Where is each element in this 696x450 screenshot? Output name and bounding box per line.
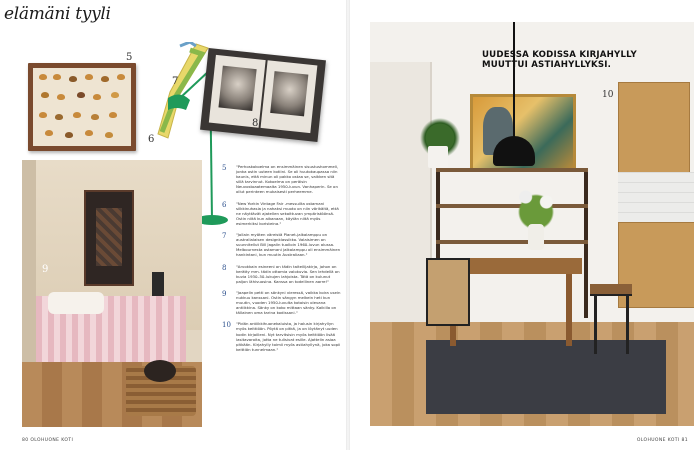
portrait-photo [270,71,308,116]
doorway-arch [370,62,432,322]
butterfly-specimen [55,114,63,120]
photo-album-image [200,48,326,142]
butterfly-specimen [39,112,47,118]
caption-text: "Arvokkain esineeni on tädin taiteilijakirja, johon on kerätty mm. tädin ottamia valokuvia. Sen lehdellä on kuvia 1930–50-lukujen lahjoista. Tätä on kulunut paljon lähivuosina. Kanssa on todellinen aarre!" [236,263,340,284]
floor-rug [426,340,666,414]
butterfly-specimen [101,76,109,82]
butterfly-specimen [93,94,101,100]
butterfly-specimen [109,112,117,118]
page-gutter [346,0,350,450]
butterfly-specimen [65,132,73,138]
bookshelf-shelf [436,240,588,244]
album-page-right [261,60,318,133]
figure-number-5: 5 [126,52,133,63]
caption-text: "Jollain myöten väreistä Planet-jalkalamppu on australialaisen designklassikko. Valaisimen on suunnitellut Bill Jagalin tuolloin 1960-luvun alussa. Melbournesta ostamani jalkalamppu oli ensimmäinen hankintani, kun muutin Australiaan." [236,232,341,258]
caption-number: 8 [222,263,227,272]
living-room-photo [370,22,694,426]
caption-entry [222,290,342,315]
butterfly-specimen [53,74,61,80]
butterfly-frame-inner [33,68,131,146]
flower-vase [528,224,544,250]
figure-number-6: 6 [148,134,155,145]
caption-text: "Perhoskokoelma on ensimmäinen sisustushommeli, jonka ostin uuteen kotiini. Se oli huutokaupassa niin kaunis, että minun oli pakko ostaa se, vaikken sitä sillä tarvinnut. Kokoelma on peräisin Neuvostoaatemaalta 1950-luvun. Vanhaperin. Se on ollut perinteen mukaisesti perheemme. [236,164,339,195]
page-folio-left: 80 OLOHUONE KOTI [22,438,74,443]
butterfly-specimen [91,114,99,120]
caption-number: 6 [222,200,227,209]
plant-pot [428,146,448,168]
butterfly-specimen [111,92,119,98]
bedroom-photo [22,160,202,427]
figure-number-9: 9 [42,264,49,275]
stool-leg [626,294,629,354]
section-title: elämäni tyyli [4,4,111,24]
caption-number: 5 [222,164,227,172]
chair [426,258,470,326]
desk-leg [566,274,572,346]
right-page [348,0,696,450]
caption-text: "Jaapelin petti on sänkyni vieressä, vaikka koira usein nukkuu kanssani. Ostin sängyn melkein heti kun muutin, vuoden 1950-luvulta kotoisin olevana antiikkina. Sänky on koko mittaan sänky. Kaikilla on tällainen oma tarina kodissani." [236,289,341,316]
wall-tapestry [84,190,134,286]
caption-number: 9 [222,289,227,298]
bedroom-door [22,160,36,380]
dog [144,360,176,382]
pendant-cord [513,22,515,142]
kitchen-upper-cabinet [618,82,690,174]
photo-headline: UUDESSA KODISSA KIRJAHYLLY MUUTTUI ASTIAHYLLYKSI. [482,50,637,70]
caption-number: 7 [222,232,227,241]
butterfly-specimen [57,94,65,100]
butterfly-specimen [117,74,125,80]
caption-number: 10 [222,321,231,330]
bookshelf-shelf [436,168,588,172]
figure-number-8: 8 [252,118,259,129]
butterfly-specimen [85,74,93,80]
album-page-left [209,55,266,128]
butterfly-specimen [105,132,113,138]
page-folio-right: OLOHUONE KOTI 81 [636,438,688,443]
portrait-photo [218,66,256,111]
butterfly-specimen [69,76,77,82]
caption-entry [222,232,342,257]
butterfly-collection-image [28,63,136,151]
bedside-lamp [152,272,164,296]
caption-text: "Pidän antiikkihuonekaluista, ja halusin kirjahyllyn myös keittiöön. Pöytä on pitkä, ja on löytänyt uuden kodin kirjoilleni. Nyt tarvitsisin myös keittiöön lisää lasitavaroita, jotta ne tulisivat esille. Ajattelin asiaa pitkään. Kirjahylly toimii myös astiahyllynä, joka sopii keittiön tunnelmaan." [236,321,341,352]
caption-entry [222,164,342,195]
butterfly-specimen [45,130,53,136]
butterfly-specimen [39,74,47,80]
stool-leg [594,294,597,354]
butterfly-specimen [77,92,85,98]
caption-entry [222,321,342,352]
kitchen-tiles [618,172,694,222]
butterfly-specimen [73,112,81,118]
caption-entry [222,201,342,226]
figure-number-7: 7 [172,76,179,87]
figure-number-10: 10 [602,90,614,100]
caption-column [222,164,342,358]
butterfly-specimen [85,130,93,136]
caption-entry [222,264,342,284]
pillow [48,292,104,314]
butterfly-specimen [41,92,49,98]
caption-text: "New Yorkin Vintage Fair -messuilta ostamani silkkinuhasia ja nahaksi muoto on niin värikäitä, että ne näyttävät ajatellen sekoittuvan ympäristöönsä. Ostin niitä kun aikanaan, käytän niitä myös esimerkiksi koristeina." [236,200,339,226]
